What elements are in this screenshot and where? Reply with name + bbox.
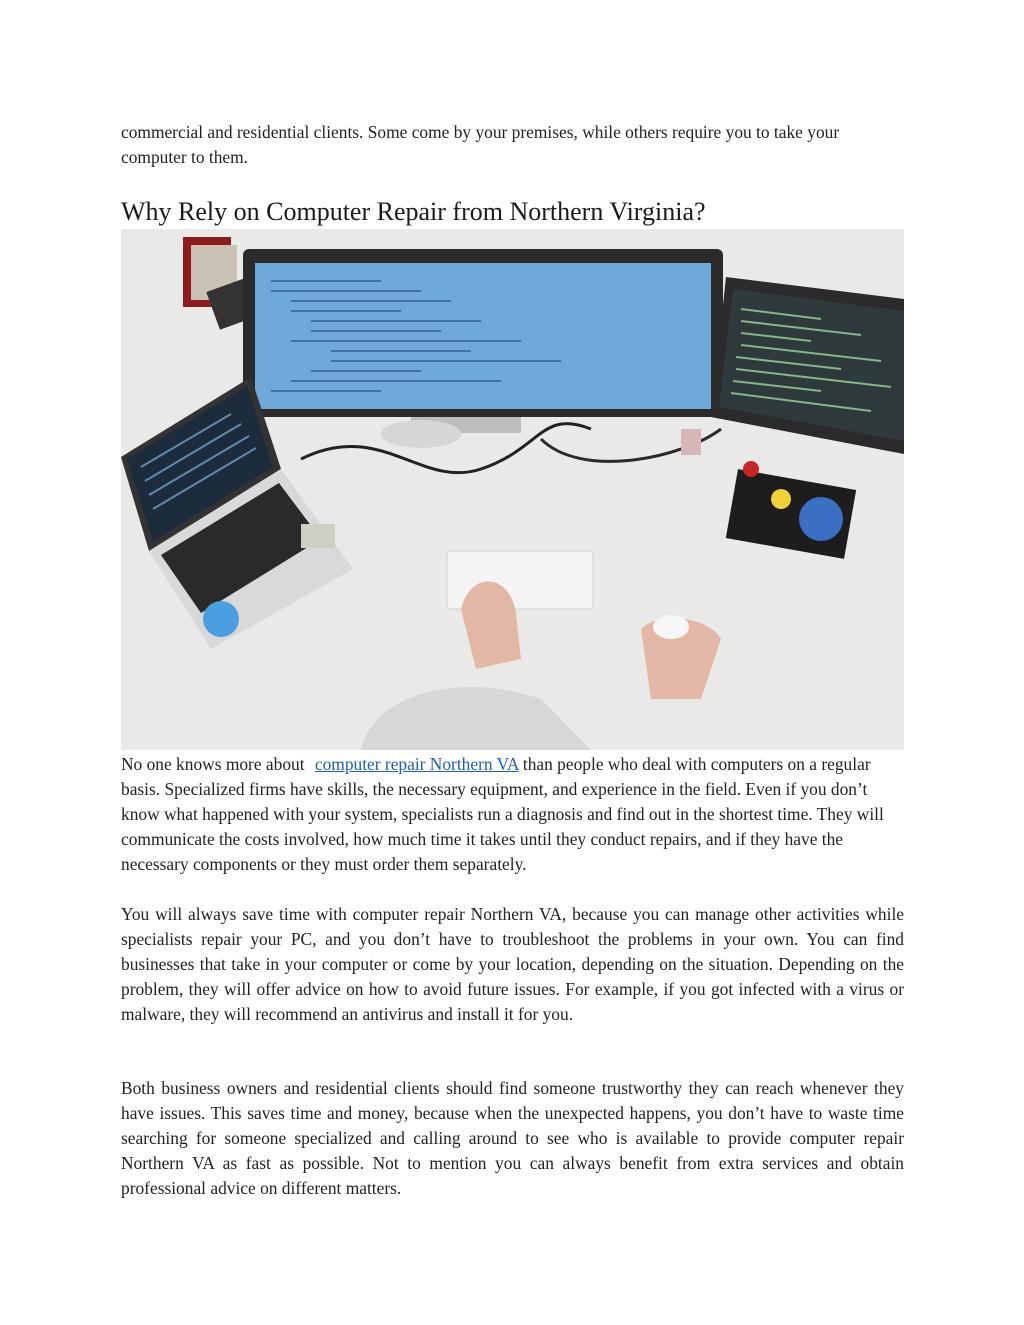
paragraph-1-text-before: No one knows more about xyxy=(121,754,309,774)
desk-computers-photo xyxy=(121,229,904,750)
paragraph-3: Both business owners and residential clients should find someone trustworthy they can reach whenever they have issues. This saves time and money, because when the unexpected happens, you don’t have to waste time searching for someone specialized and calling around to see who is available to provide computer repair Northern VA as fast as possible. Not to mention you can always benefit from extra services and obtain professional advice on different matters. xyxy=(121,1078,904,1198)
paragraph-1-text-after: than people who deal with computers on a regular basis. Specialized firms have skills, the necessary equipment, and experience in the field. Even if you don’t know what happened with your system, specialists run a diagnosis and find out in the shortest time. They will communicate the costs involved, how much time it takes until they conduct repairs, and if they have the necessary components or they must order them separately. xyxy=(121,754,884,874)
paragraph-1 xyxy=(121,752,904,877)
intro-paragraph: commercial and residential clients. Some come by your premises, while others require you to take your computer to them. xyxy=(121,122,840,167)
section-heading: Why Rely on Computer Repair from Northern Virginia? xyxy=(121,197,706,226)
paragraph-2: You will always save time with computer repair Northern VA, because you can manage other activities while specialists repair your PC, and you don’t have to troubleshoot the problems in your own. You can find businesses that take in your computer or come by your location, depending on the situation. Depending on the problem, they will offer advice on how to avoid future issues. For example, if you got infected with a virus or malware, they will recommend an antivirus and install it for you. xyxy=(121,904,904,1024)
computer-repair-link[interactable]: computer repair Northern VA xyxy=(314,754,519,774)
